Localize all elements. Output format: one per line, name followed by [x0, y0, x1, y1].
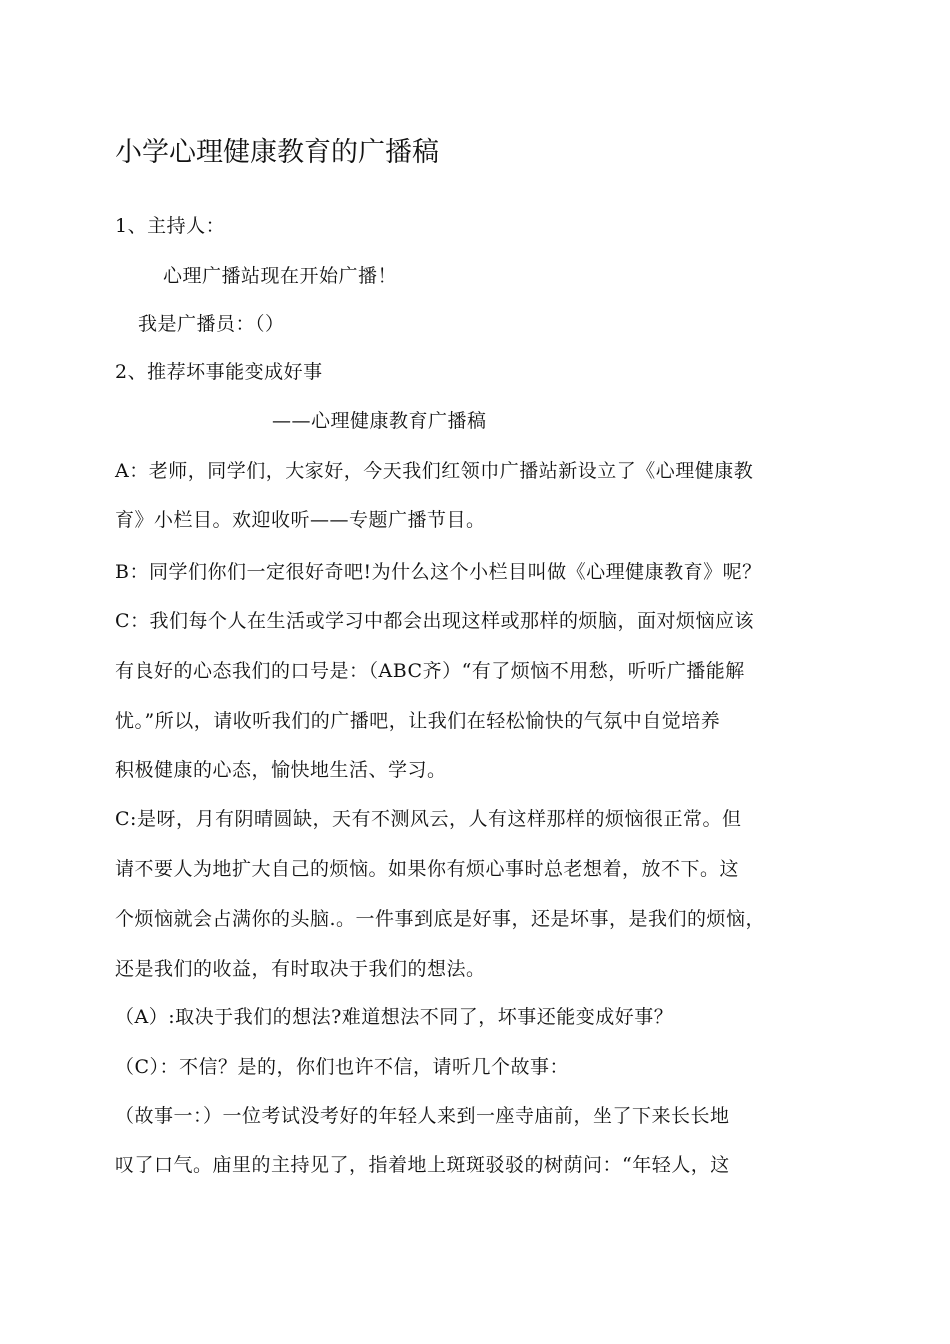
- paragraph-line: 我是广播员：（）: [138, 313, 285, 335]
- paragraph-line: 心理广播站现在开始广播！: [163, 265, 398, 287]
- paragraph-line: （故事一：）一位考试没考好的年轻人来到一座寺庙前，坐了下来长长地: [115, 1105, 730, 1127]
- paragraph-line: C:是呀，月有阴晴圆缺，天有不测风云，人有这样那样的烦恼很正常。但: [115, 808, 742, 830]
- paragraph-line: 叹了口气。庙里的主持见了，指着地上斑斑驳驳的树荫问：“年轻人，这: [115, 1154, 730, 1176]
- paragraph-line: 积极健康的心态，愉快地生活、学习。: [115, 759, 447, 781]
- paragraph-line: 2、推荐坏事能变成好事: [115, 361, 323, 383]
- paragraph-line: ——心理健康教育广播稿: [272, 410, 487, 432]
- paragraph-line: 还是我们的收益，有时取决于我们的想法。: [115, 958, 486, 980]
- document-title: 小学心理健康教育的广播稿: [115, 137, 439, 168]
- paragraph-line: 请不要人为地扩大自己的烦恼。如果你有烦心事时总老想着，放不下。这: [115, 858, 740, 880]
- paragraph-line: 忧。”所以，请收听我们的广播吧，让我们在轻松愉快的气氛中自觉培养: [115, 710, 721, 732]
- paragraph-line: （C）：不信？是的，你们也许不信，请听几个故事：: [115, 1056, 570, 1078]
- paragraph-line: C：我们每个人在生活或学习中都会出现这样或那样的烦脑，面对烦恼应该: [115, 610, 755, 632]
- paragraph-line: 有良好的心态我们的口号是：（ABC齐）“有了烦恼不用愁，听听广播能解: [115, 660, 745, 682]
- paragraph-line: 育》小栏目。欢迎收听——专题广播节目。: [115, 509, 486, 531]
- paragraph-line: B：同学们你们一定很好奇吧!为什么这个小栏目叫做《心理健康教育》呢？: [115, 561, 762, 583]
- paragraph-line: 1、主持人：: [115, 215, 226, 237]
- paragraph-line: A：老师，同学们，大家好，今天我们红领巾广播站新设立了《心理健康教: [115, 460, 754, 482]
- paragraph-line: 个烦恼就会占满你的头脑.。一件事到底是好事，还是坏事，是我们的烦恼，: [115, 908, 766, 930]
- paragraph-line: （A）:取决于我们的想法?难道想法不同了，坏事还能变成好事？: [115, 1006, 674, 1028]
